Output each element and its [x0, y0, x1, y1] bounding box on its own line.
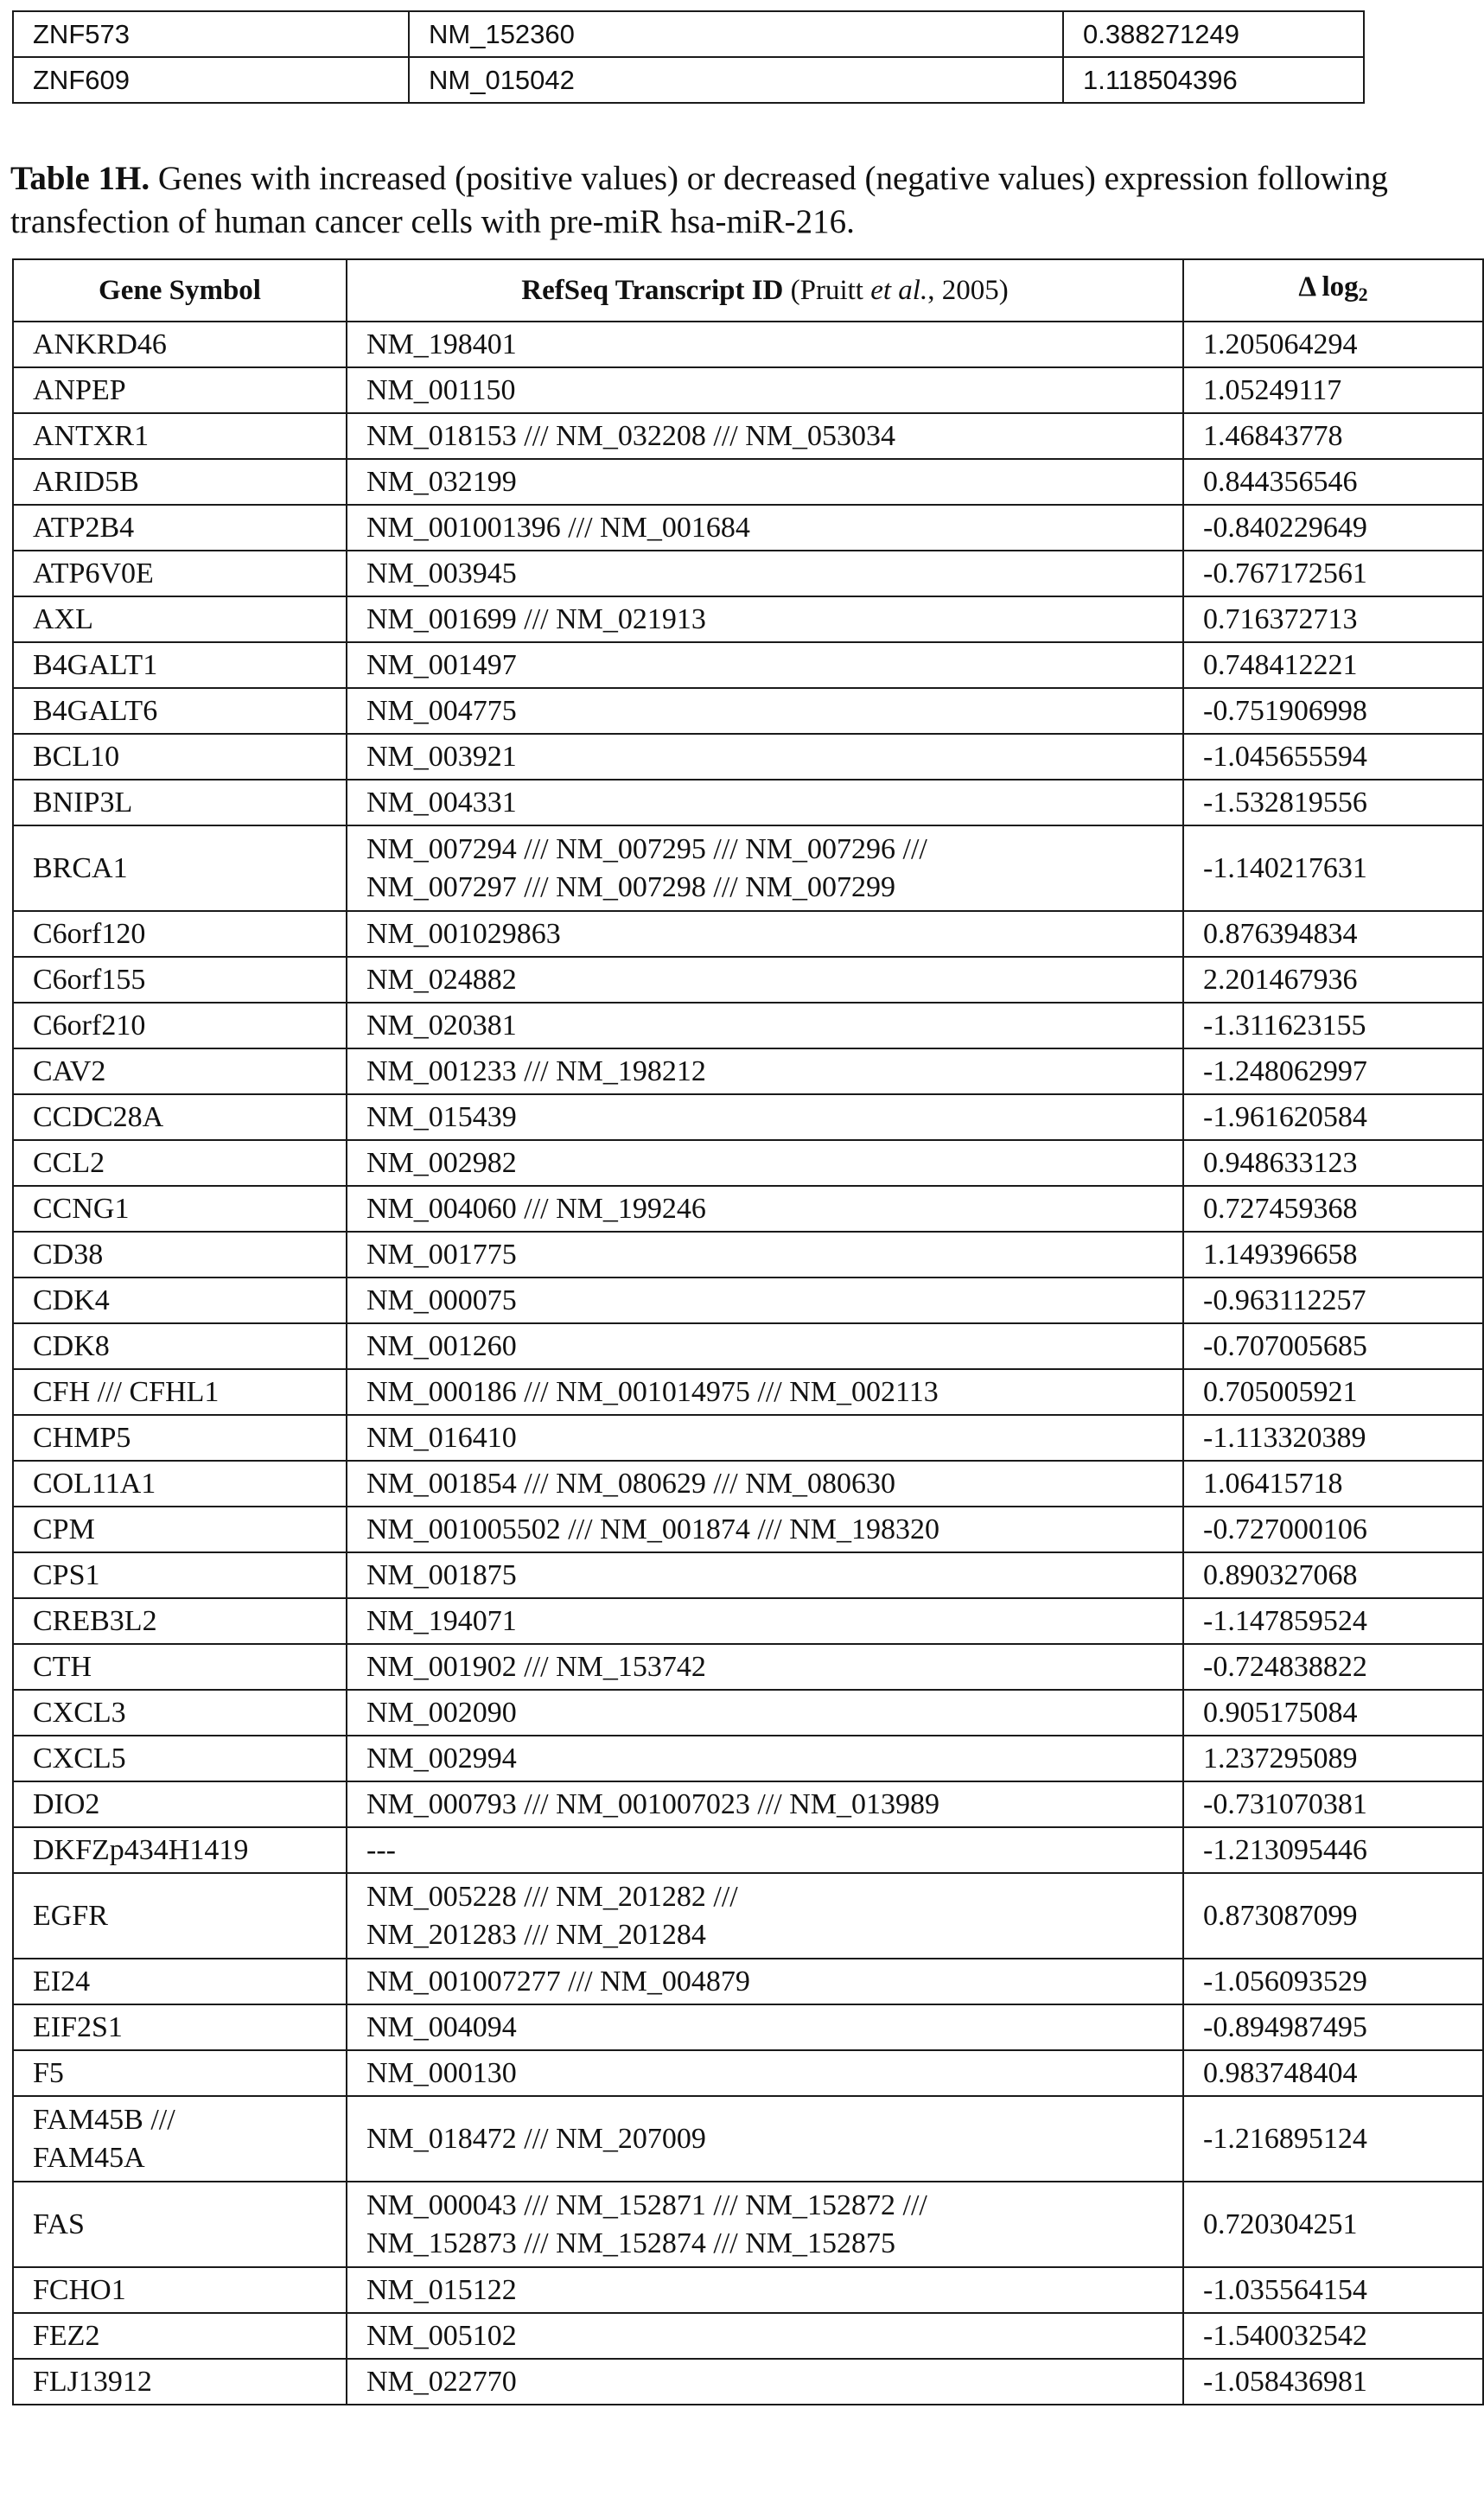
gene-symbol-cell: DIO2 [13, 1781, 347, 1827]
table-row [13, 1415, 1483, 1461]
table-row [13, 642, 1483, 688]
table-row [13, 1461, 1483, 1507]
gene-symbol-cell: CD38 [13, 1232, 347, 1277]
gene-symbol-cell: ATP6V0E [13, 551, 347, 596]
gene-symbol-cell: EIF2S1 [13, 2004, 347, 2050]
refseq-cell: NM_002982 [347, 1140, 1183, 1186]
refseq-cell: NM_004775 [347, 688, 1183, 734]
refseq-cell: NM_152360 [409, 11, 1063, 57]
refseq-cell: NM_032199 [347, 459, 1183, 505]
caption-label: Table 1H. [10, 160, 150, 197]
table-row [13, 1186, 1483, 1232]
table-row [13, 1781, 1483, 1827]
header-row [13, 259, 1483, 322]
gene-symbol-cell: CXCL3 [13, 1690, 347, 1736]
delta-log2-cell: -0.840229649 [1183, 505, 1483, 551]
refseq-cell: NM_001854 /// NM_080629 /// NM_080630 [347, 1461, 1183, 1507]
delta-log2-cell: -1.058436981 [1183, 2359, 1483, 2405]
refseq-cell: NM_005102 [347, 2313, 1183, 2359]
gene-symbol-cell: CPS1 [13, 1552, 347, 1598]
header-citation: (Pruitt et al., 2005) [783, 275, 1009, 306]
delta-log2-cell: -1.035564154 [1183, 2267, 1483, 2313]
refseq-cell: NM_002090 [347, 1690, 1183, 1736]
refseq-cell: NM_015042 [409, 57, 1063, 103]
table-row [13, 367, 1483, 413]
refseq-cell: NM_022770 [347, 2359, 1183, 2405]
delta-log2-cell: 0.705005921 [1183, 1369, 1483, 1415]
delta-log2-cell: -0.751906998 [1183, 688, 1483, 734]
delta-log2-cell: -0.707005685 [1183, 1323, 1483, 1369]
delta-log2-cell: 0.948633123 [1183, 1140, 1483, 1186]
table-row [13, 459, 1483, 505]
refseq-cell: NM_001007277 /// NM_004879 [347, 1959, 1183, 2004]
table-row [13, 1003, 1483, 1048]
refseq-cell: NM_001005502 /// NM_001874 /// NM_198320 [347, 1507, 1183, 1552]
header-refseq-label: RefSeq Transcript ID [521, 275, 784, 306]
refseq-cell: NM_001260 [347, 1323, 1183, 1369]
gene-symbol-cell: BNIP3L [13, 780, 347, 825]
header-gene-symbol: Gene Symbol [13, 259, 347, 322]
refseq-cell: NM_003921 [347, 734, 1183, 780]
delta-log2-cell: 0.905175084 [1183, 1690, 1483, 1736]
refseq-cell: NM_001029863 [347, 911, 1183, 957]
refseq-cell: NM_000186 /// NM_001014975 /// NM_002113 [347, 1369, 1183, 1415]
gene-symbol-cell: EGFR [13, 1873, 347, 1959]
refseq-cell: NM_001497 [347, 642, 1183, 688]
refseq-cell: NM_005228 /// NM_201282 /// NM_201283 /// NM_201284 [347, 1873, 1183, 1959]
table-row [13, 2004, 1483, 2050]
refseq-cell: NM_000075 [347, 1277, 1183, 1323]
header-delta-log2: Δ $\log_2$ [1183, 259, 1483, 322]
delta-log2-cell: 0.748412221 [1183, 642, 1483, 688]
gene-symbol-cell: AXL [13, 596, 347, 642]
delta-log2-cell: -0.727000106 [1183, 1507, 1483, 1552]
delta-log2-cell: 1.46843778 [1183, 413, 1483, 459]
gene-symbol-cell: CXCL5 [13, 1736, 347, 1781]
refseq-cell: NM_003945 [347, 551, 1183, 596]
table-row [13, 825, 1483, 911]
refseq-cell: NM_000130 [347, 2050, 1183, 2096]
gene-symbol-cell: ARID5B [13, 459, 347, 505]
table-row [13, 596, 1483, 642]
delta-log2-cell: 0.876394834 [1183, 911, 1483, 957]
table-row [13, 1277, 1483, 1323]
refseq-cell: NM_024882 [347, 957, 1183, 1003]
gene-symbol-cell: COL11A1 [13, 1461, 347, 1507]
delta-log2-cell: -1.311623155 [1183, 1003, 1483, 1048]
table-row [13, 1507, 1483, 1552]
gene-symbol-cell: CAV2 [13, 1048, 347, 1094]
table-row [13, 1598, 1483, 1644]
delta-log2-cell: 1.06415718 [1183, 1461, 1483, 1507]
gene-symbol-cell: FCHO1 [13, 2267, 347, 2313]
delta-log2-cell: -1.213095446 [1183, 1827, 1483, 1873]
table-row [13, 1827, 1483, 1873]
refseq-cell: NM_004094 [347, 2004, 1183, 2050]
gene-symbol-cell: ANTXR1 [13, 413, 347, 459]
delta-log2-cell: -1.532819556 [1183, 780, 1483, 825]
gene-symbol-cell: FEZ2 [13, 2313, 347, 2359]
delta-log2-cell: -0.767172561 [1183, 551, 1483, 596]
table-row [13, 1690, 1483, 1736]
delta-log2-cell: 1.118504396 [1063, 57, 1364, 103]
table-row [13, 2182, 1483, 2267]
delta-log2-cell: -1.216895124 [1183, 2096, 1483, 2182]
table-row [13, 780, 1483, 825]
table-row [13, 734, 1483, 780]
table-row [13, 1323, 1483, 1369]
table-row [13, 2313, 1483, 2359]
delta-log2-cell: 1.149396658 [1183, 1232, 1483, 1277]
gene-symbol-cell: F5 [13, 2050, 347, 2096]
gene-symbol-cell: ANKRD46 [13, 322, 347, 367]
gene-symbol-cell: FLJ13912 [13, 2359, 347, 2405]
delta-log2-cell: 1.237295089 [1183, 1736, 1483, 1781]
table-row [13, 2096, 1483, 2182]
gene-symbol-cell: ZNF573 [13, 11, 409, 57]
gene-symbol-cell: BCL10 [13, 734, 347, 780]
table-row [13, 1048, 1483, 1094]
refseq-cell: NM_001150 [347, 367, 1183, 413]
delta-log2-cell: 1.205064294 [1183, 322, 1483, 367]
delta-log2-cell: -0.894987495 [1183, 2004, 1483, 2050]
refseq-cell: NM_198401 [347, 322, 1183, 367]
refseq-cell: NM_000793 /// NM_001007023 /// NM_013989 [347, 1781, 1183, 1827]
table-row [13, 505, 1483, 551]
gene-symbol-cell: C6orf155 [13, 957, 347, 1003]
table-row [13, 2050, 1483, 2096]
table-row [13, 1873, 1483, 1959]
refseq-cell: NM_020381 [347, 1003, 1183, 1048]
gene-expression-table [12, 258, 1484, 2405]
table-row [13, 551, 1483, 596]
gene-symbol-cell: C6orf120 [13, 911, 347, 957]
table-row [13, 322, 1483, 367]
gene-symbol-cell: CCL2 [13, 1140, 347, 1186]
refseq-cell: NM_001233 /// NM_198212 [347, 1048, 1183, 1094]
delta-log2-cell: -1.113320389 [1183, 1415, 1483, 1461]
table-row [13, 1552, 1483, 1598]
delta-log2-cell: -1.056093529 [1183, 1959, 1483, 2004]
table-row [13, 57, 1364, 103]
gene-symbol-cell: C6orf210 [13, 1003, 347, 1048]
delta-log2-cell: 0.727459368 [1183, 1186, 1483, 1232]
refseq-cell: NM_002994 [347, 1736, 1183, 1781]
table-row [13, 413, 1483, 459]
table-row [13, 11, 1364, 57]
gene-symbol-cell: CCNG1 [13, 1186, 347, 1232]
refseq-cell: NM_015122 [347, 2267, 1183, 2313]
table-caption [10, 157, 1484, 244]
delta-log2-cell: -0.963112257 [1183, 1277, 1483, 1323]
table-row [13, 2267, 1483, 2313]
refseq-cell: NM_001699 /// NM_021913 [347, 596, 1183, 642]
gene-symbol-cell: ATP2B4 [13, 505, 347, 551]
table-row [13, 1232, 1483, 1277]
delta-log2-cell: -1.140217631 [1183, 825, 1483, 911]
delta-log2-cell: 0.873087099 [1183, 1873, 1483, 1959]
delta-log2-cell: 1.05249117 [1183, 367, 1483, 413]
gene-symbol-cell: CFH /// CFHL1 [13, 1369, 347, 1415]
gene-symbol-cell: ANPEP [13, 367, 347, 413]
gene-symbol-cell: B4GALT1 [13, 642, 347, 688]
delta-log2-cell: 0.890327068 [1183, 1552, 1483, 1598]
gene-symbol-cell: DKFZp434H1419 [13, 1827, 347, 1873]
gene-symbol-cell: FAM45B /// FAM45A [13, 2096, 347, 2182]
gene-symbol-cell: CDK4 [13, 1277, 347, 1323]
delta-log2-cell: 0.844356546 [1183, 459, 1483, 505]
refseq-cell: NM_007294 /// NM_007295 /// NM_007296 /// NM_007297 /// NM_007298 /// NM_007299 [347, 825, 1183, 911]
header-refseq [347, 259, 1183, 322]
gene-symbol-cell: CREB3L2 [13, 1598, 347, 1644]
refseq-cell: NM_001001396 /// NM_001684 [347, 505, 1183, 551]
table-row [13, 1094, 1483, 1140]
table-row [13, 2359, 1483, 2405]
table-row [13, 1140, 1483, 1186]
delta-log2-cell: -0.731070381 [1183, 1781, 1483, 1827]
table-row [13, 1736, 1483, 1781]
table-row [13, 688, 1483, 734]
refseq-cell: NM_001902 /// NM_153742 [347, 1644, 1183, 1690]
gene-symbol-cell: FAS [13, 2182, 347, 2267]
table-row [13, 1369, 1483, 1415]
refseq-cell: NM_001875 [347, 1552, 1183, 1598]
refseq-cell: --- [347, 1827, 1183, 1873]
delta-log2-cell: -1.961620584 [1183, 1094, 1483, 1140]
gene-symbol-cell: CDK8 [13, 1323, 347, 1369]
gene-symbol-cell: BRCA1 [13, 825, 347, 911]
delta-log2-cell: -0.724838822 [1183, 1644, 1483, 1690]
gene-symbol-cell: EI24 [13, 1959, 347, 2004]
gene-symbol-cell: CTH [13, 1644, 347, 1690]
delta-log2-cell: -1.147859524 [1183, 1598, 1483, 1644]
gene-symbol-cell: ZNF609 [13, 57, 409, 103]
refseq-cell: NM_018472 /// NM_207009 [347, 2096, 1183, 2182]
refseq-cell: NM_000043 /// NM_152871 /// NM_152872 /// NM_152873 /// NM_152874 /// NM_152875 [347, 2182, 1183, 2267]
gene-symbol-cell: CPM [13, 1507, 347, 1552]
caption-text: Genes with increased (positive values) or decreased (negative values) expression following transfection of human cancer cells with pre-miR hsa-miR-216. [10, 160, 1388, 240]
previous-table-continuation [12, 10, 1365, 104]
refseq-cell: NM_001775 [347, 1232, 1183, 1277]
gene-symbol-cell: B4GALT6 [13, 688, 347, 734]
refseq-cell: NM_004331 [347, 780, 1183, 825]
refseq-cell: NM_018153 /// NM_032208 /// NM_053034 [347, 413, 1183, 459]
delta-log2-cell: 0.716372713 [1183, 596, 1483, 642]
gene-symbol-cell: CCDC28A [13, 1094, 347, 1140]
refseq-cell: NM_004060 /// NM_199246 [347, 1186, 1183, 1232]
delta-log2-cell: 2.201467936 [1183, 957, 1483, 1003]
delta-log2-cell: -1.248062997 [1183, 1048, 1483, 1094]
table-row [13, 1644, 1483, 1690]
table-row [13, 1959, 1483, 2004]
refseq-cell: NM_015439 [347, 1094, 1183, 1140]
refseq-cell: NM_194071 [347, 1598, 1183, 1644]
delta-log2-cell: 0.388271249 [1063, 11, 1364, 57]
delta-log2-cell: -1.045655594 [1183, 734, 1483, 780]
delta-log2-cell: 0.720304251 [1183, 2182, 1483, 2267]
table-row [13, 911, 1483, 957]
delta-log2-cell: -1.540032542 [1183, 2313, 1483, 2359]
table-row [13, 957, 1483, 1003]
gene-symbol-cell: CHMP5 [13, 1415, 347, 1461]
delta-log2-cell: 0.983748404 [1183, 2050, 1483, 2096]
refseq-cell: NM_016410 [347, 1415, 1183, 1461]
